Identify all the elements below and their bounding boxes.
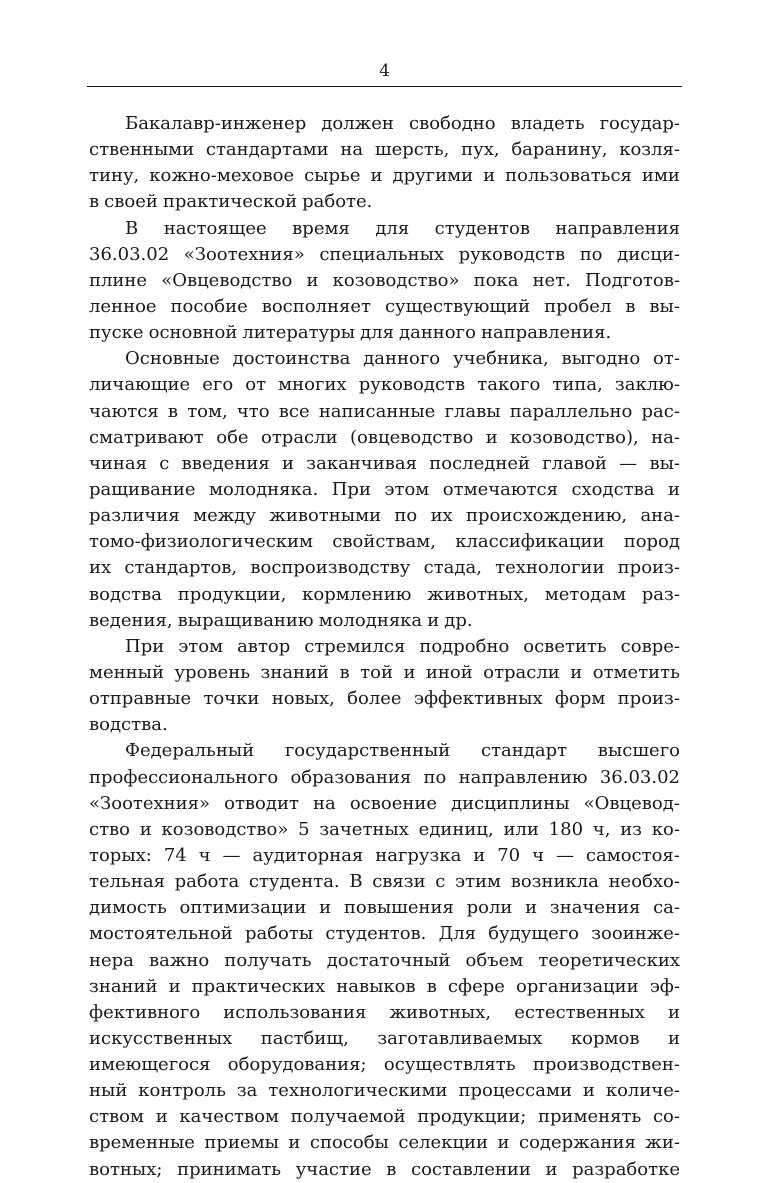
- paragraph: [89, 111, 680, 216]
- text-line: Федеральный государственный стандарт высшего: [125, 740, 680, 762]
- text-line: 36.03.02 «Зоотехния» специальных руководств по дисци-: [89, 243, 680, 265]
- text-line: мостоятельной работы студентов. Для будущего зооинже-: [89, 923, 680, 945]
- text-line: имеющегося оборудования; осуществлять производствен-: [89, 1054, 680, 1076]
- text-line: искусственных пастбищ, заготавливаемых кормов и: [89, 1027, 680, 1049]
- text-line: томо-физиологическим свойствам, классификации пород: [89, 531, 680, 553]
- text-line: димость оптимизации и повышения роли и значения са-: [89, 897, 680, 919]
- text-line: плине «Овцеводство и козоводство» пока нет. Подготов-: [89, 269, 680, 291]
- text-line: ведения, выращиванию молодняка и др.: [89, 609, 473, 631]
- text-line: чаются в том, что все написанные главы параллельно рас-: [89, 400, 680, 422]
- text-line: водства.: [89, 714, 168, 736]
- text-line: Основные достоинства данного учебника, выгодно от-: [125, 348, 680, 370]
- text-line: тину, кожно-меховое сырье и другими и пользоваться ими: [89, 165, 680, 187]
- text-line: ращивание молодняка. При этом отмечаются сходства и: [89, 478, 680, 500]
- text-line: временные приемы и способы селекции и содержания жи-: [89, 1132, 680, 1154]
- text-line: их стандартов, воспроизводству стада, технологии произ-: [89, 557, 680, 579]
- text-line: нера важно получать достаточный объем теоретических: [89, 949, 680, 971]
- paragraph: [89, 216, 680, 347]
- text-line: торых: 74 ч — аудиторная нагрузка и 70 ч — самостоя-: [89, 844, 680, 866]
- text-line: водства продукции, кормлению животных, методам раз-: [89, 583, 680, 605]
- text-line: менный уровень знаний в той и иной отрасли и отметить: [89, 661, 680, 683]
- text-line: ством и качеством получаемой продукции; применять со-: [89, 1106, 680, 1128]
- text-line: Бакалавр-инженер должен свободно владеть государ-: [125, 113, 680, 134]
- text-line: «Зоотехния» отводит на освоение дисциплины «Овцевод-: [89, 792, 680, 814]
- text-line: ство и козоводство» 5 зачетных единиц, или 180 ч, из ко-: [89, 818, 680, 840]
- text-line: ственными стандартами на шерсть, пух, баранину, козля-: [89, 139, 680, 161]
- text-line: различия между животными по их происхождению, ана-: [89, 505, 680, 527]
- text-line: ный контроль за технологическими процессами и количе-: [89, 1080, 680, 1102]
- header-rule: [87, 86, 682, 87]
- text-line: отправные точки новых, более эффективных форм произ-: [89, 688, 680, 710]
- paragraph: [89, 634, 680, 739]
- text-line: вотных; принимать участие в составлении и разработке: [89, 1158, 680, 1180]
- page-number: 4: [379, 61, 390, 81]
- text-line: сматривают обе отрасли (овцеводство и козоводство), на-: [89, 426, 680, 448]
- text-line: пуске основной литературы для данного направления.: [89, 322, 612, 344]
- paragraph: [89, 738, 680, 1182]
- text-line: ленное пособие восполняет существующий пробел в вы-: [89, 295, 680, 317]
- text-line: чиная с введения и заканчивая последней главой — вы-: [89, 452, 680, 474]
- text-line: профессионального образования по направлению 36.03.02: [89, 766, 680, 788]
- text-line: тельная работа студента. В связи с этим возникла необхо-: [89, 871, 680, 893]
- text-line: При этом автор стремился подробно осветить совре-: [125, 635, 680, 657]
- text-line: знаний и практических навыков в сфере организации эф-: [89, 975, 680, 997]
- text-line: В настоящее время для студентов направления: [125, 217, 680, 239]
- paragraph: [89, 346, 680, 634]
- body-text: [89, 111, 680, 1183]
- text-line: личающие его от многих руководств такого типа, заклю-: [89, 374, 680, 396]
- text-line: фективного использования животных, естественных и: [89, 1001, 680, 1023]
- text-line: в своей практической работе.: [89, 191, 373, 213]
